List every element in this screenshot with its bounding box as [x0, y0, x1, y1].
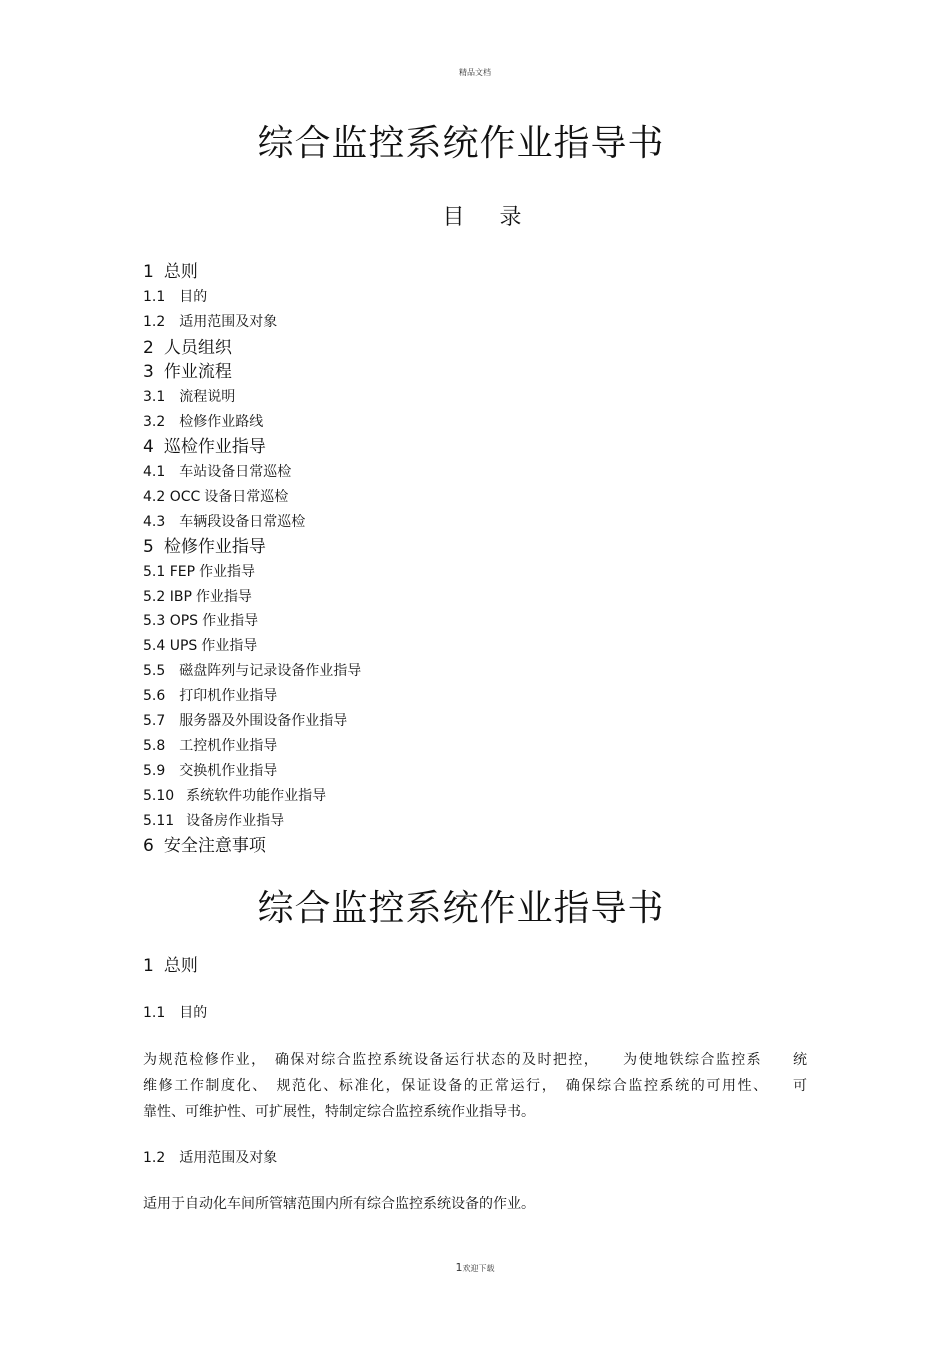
- toc-entry: [143, 814, 284, 828]
- toc-entry-label: 作业流程: [163, 362, 232, 382]
- toc-entry: [143, 465, 291, 479]
- footer-text: 欢迎下载: [462, 1264, 495, 1273]
- toc-entry-number: 5: [143, 537, 154, 557]
- toc-entry-number: 4.1: [143, 464, 166, 480]
- toc-entry-number: 5.9: [143, 763, 166, 779]
- scope-paragraph: [143, 1191, 807, 1217]
- section-label: 总则: [163, 956, 198, 976]
- toc-entry-number: 6: [143, 836, 154, 856]
- toc-entry-label: 服务器及外围设备作业指导: [179, 713, 348, 729]
- toc-entry: [143, 490, 288, 504]
- toc-entry: [143, 364, 232, 381]
- header-tag: 精品文档: [459, 68, 491, 77]
- toc-entry-label: 适用范围及对象: [179, 314, 278, 330]
- section-heading-1: [143, 958, 198, 975]
- page-footer: [0, 1261, 950, 1274]
- body-title: 综合监控系统作业指导书: [257, 888, 665, 929]
- toc-entry: [143, 590, 252, 604]
- toc-entry-number: 5.11: [143, 813, 175, 829]
- toc-entry-label: 设备房作业指导: [186, 813, 285, 829]
- toc-entry: [143, 789, 326, 803]
- toc-entry: [143, 340, 232, 357]
- toc-entry-number: 1.1: [143, 289, 166, 305]
- toc-entry-label: 作业指导: [195, 589, 252, 605]
- toc-entry-number: 5.7: [143, 713, 166, 729]
- toc-entry-label: 流程说明: [179, 389, 236, 405]
- paragraph-line: 为规范检修作业， 确保对综合监控系统设备运行状态的及时把控， 为使地铁综合监控系 统: [143, 1052, 807, 1068]
- section-heading-1-1: [143, 1006, 207, 1020]
- section-heading-1-2: [143, 1151, 277, 1165]
- toc-entry-label: 交换机作业指导: [179, 763, 278, 779]
- toc-entry-number: 5.1 FEP: [143, 564, 196, 580]
- toc-entry: [143, 565, 255, 579]
- toc-entry-label: 巡检作业指导: [163, 437, 266, 457]
- toc-entry-label: 设备日常巡检: [204, 489, 289, 505]
- toc-entry: [143, 739, 277, 753]
- toc-entry: [143, 290, 207, 304]
- toc-entry-label: 车站设备日常巡检: [179, 464, 292, 480]
- toc-entry-label: 车辆段设备日常巡检: [179, 514, 306, 530]
- toc-entry: [143, 614, 258, 628]
- toc-entry-label: 作业指导: [201, 638, 258, 654]
- toc-entry-number: 3: [143, 362, 154, 382]
- toc-entry-label: 总则: [163, 262, 198, 282]
- toc-entry-number: 4.2 OCC: [143, 489, 201, 505]
- toc-entry-label: 安全注意事项: [163, 836, 266, 856]
- section-number: 1: [143, 956, 154, 976]
- toc-entry-label: 打印机作业指导: [179, 688, 278, 704]
- toc-heading: 目 录: [442, 205, 536, 230]
- toc-entry-number: 3.2: [143, 414, 166, 430]
- section-number: 1.2: [143, 1150, 166, 1166]
- toc-entry-label: 人员组织: [163, 338, 232, 358]
- toc-entry-label: 工控机作业指导: [179, 738, 278, 754]
- toc-entry-number: 3.1: [143, 389, 166, 405]
- toc-entry-number: 5.5: [143, 663, 166, 679]
- toc-entry-number: 4.3: [143, 514, 166, 530]
- toc-entry-label: 作业指导: [199, 564, 256, 580]
- toc-entry: [143, 639, 257, 653]
- toc-entry-number: 5.4 UPS: [143, 638, 198, 654]
- toc-entry-number: 2: [143, 338, 154, 358]
- toc-entry-number: 5.3 OPS: [143, 613, 199, 629]
- toc-entry: [143, 764, 277, 778]
- toc-entry: [143, 415, 263, 429]
- toc-entry-number: 5.10: [143, 788, 175, 804]
- toc-entry: [143, 714, 347, 728]
- toc-entry-number: 5.2 IBP: [143, 589, 192, 605]
- toc-entry: [143, 539, 266, 556]
- section-number: 1.1: [143, 1005, 166, 1021]
- toc-entry-number: 5.6: [143, 688, 166, 704]
- document-title: 综合监控系统作业指导书: [257, 123, 665, 164]
- toc-entry: [143, 689, 277, 703]
- toc-entry: [143, 439, 266, 456]
- toc-entry: [143, 315, 277, 329]
- section-label: 适用范围及对象: [179, 1150, 278, 1166]
- toc-entry-number: 1: [143, 262, 154, 282]
- toc-entry-label: 磁盘阵列与记录设备作业指导: [179, 663, 362, 679]
- toc-entry: [143, 515, 305, 529]
- paragraph-line: 适用于自动化车间所管辖范围内所有综合监控系统设备的作业。: [143, 1196, 535, 1212]
- purpose-paragraph: [143, 1047, 807, 1125]
- toc-entry: [143, 390, 235, 404]
- paragraph-line: 靠性、可维护性、可扩展性，特制定综合监控系统作业指导书。: [143, 1104, 535, 1120]
- toc-entry-label: 作业指导: [202, 613, 259, 629]
- section-label: 目的: [179, 1005, 208, 1021]
- toc-entry-label: 目的: [179, 289, 208, 305]
- toc-entry-number: 4: [143, 437, 154, 457]
- toc-entry: [143, 664, 361, 678]
- page-number: 1: [455, 1261, 463, 1274]
- toc-entry-label: 检修作业指导: [163, 537, 266, 557]
- paragraph-line: 维修工作制度化、 规范化、标准化，保证设备的正常运行， 确保综合监控系统的可用性、 可: [143, 1078, 807, 1094]
- toc-entry-number: 5.8: [143, 738, 166, 754]
- toc-entry-number: 1.2: [143, 314, 166, 330]
- toc-entry-label: 系统软件功能作业指导: [186, 788, 327, 804]
- toc-entry-label: 检修作业路线: [179, 414, 264, 430]
- toc-entry: [143, 838, 266, 855]
- toc-entry: [143, 264, 198, 281]
